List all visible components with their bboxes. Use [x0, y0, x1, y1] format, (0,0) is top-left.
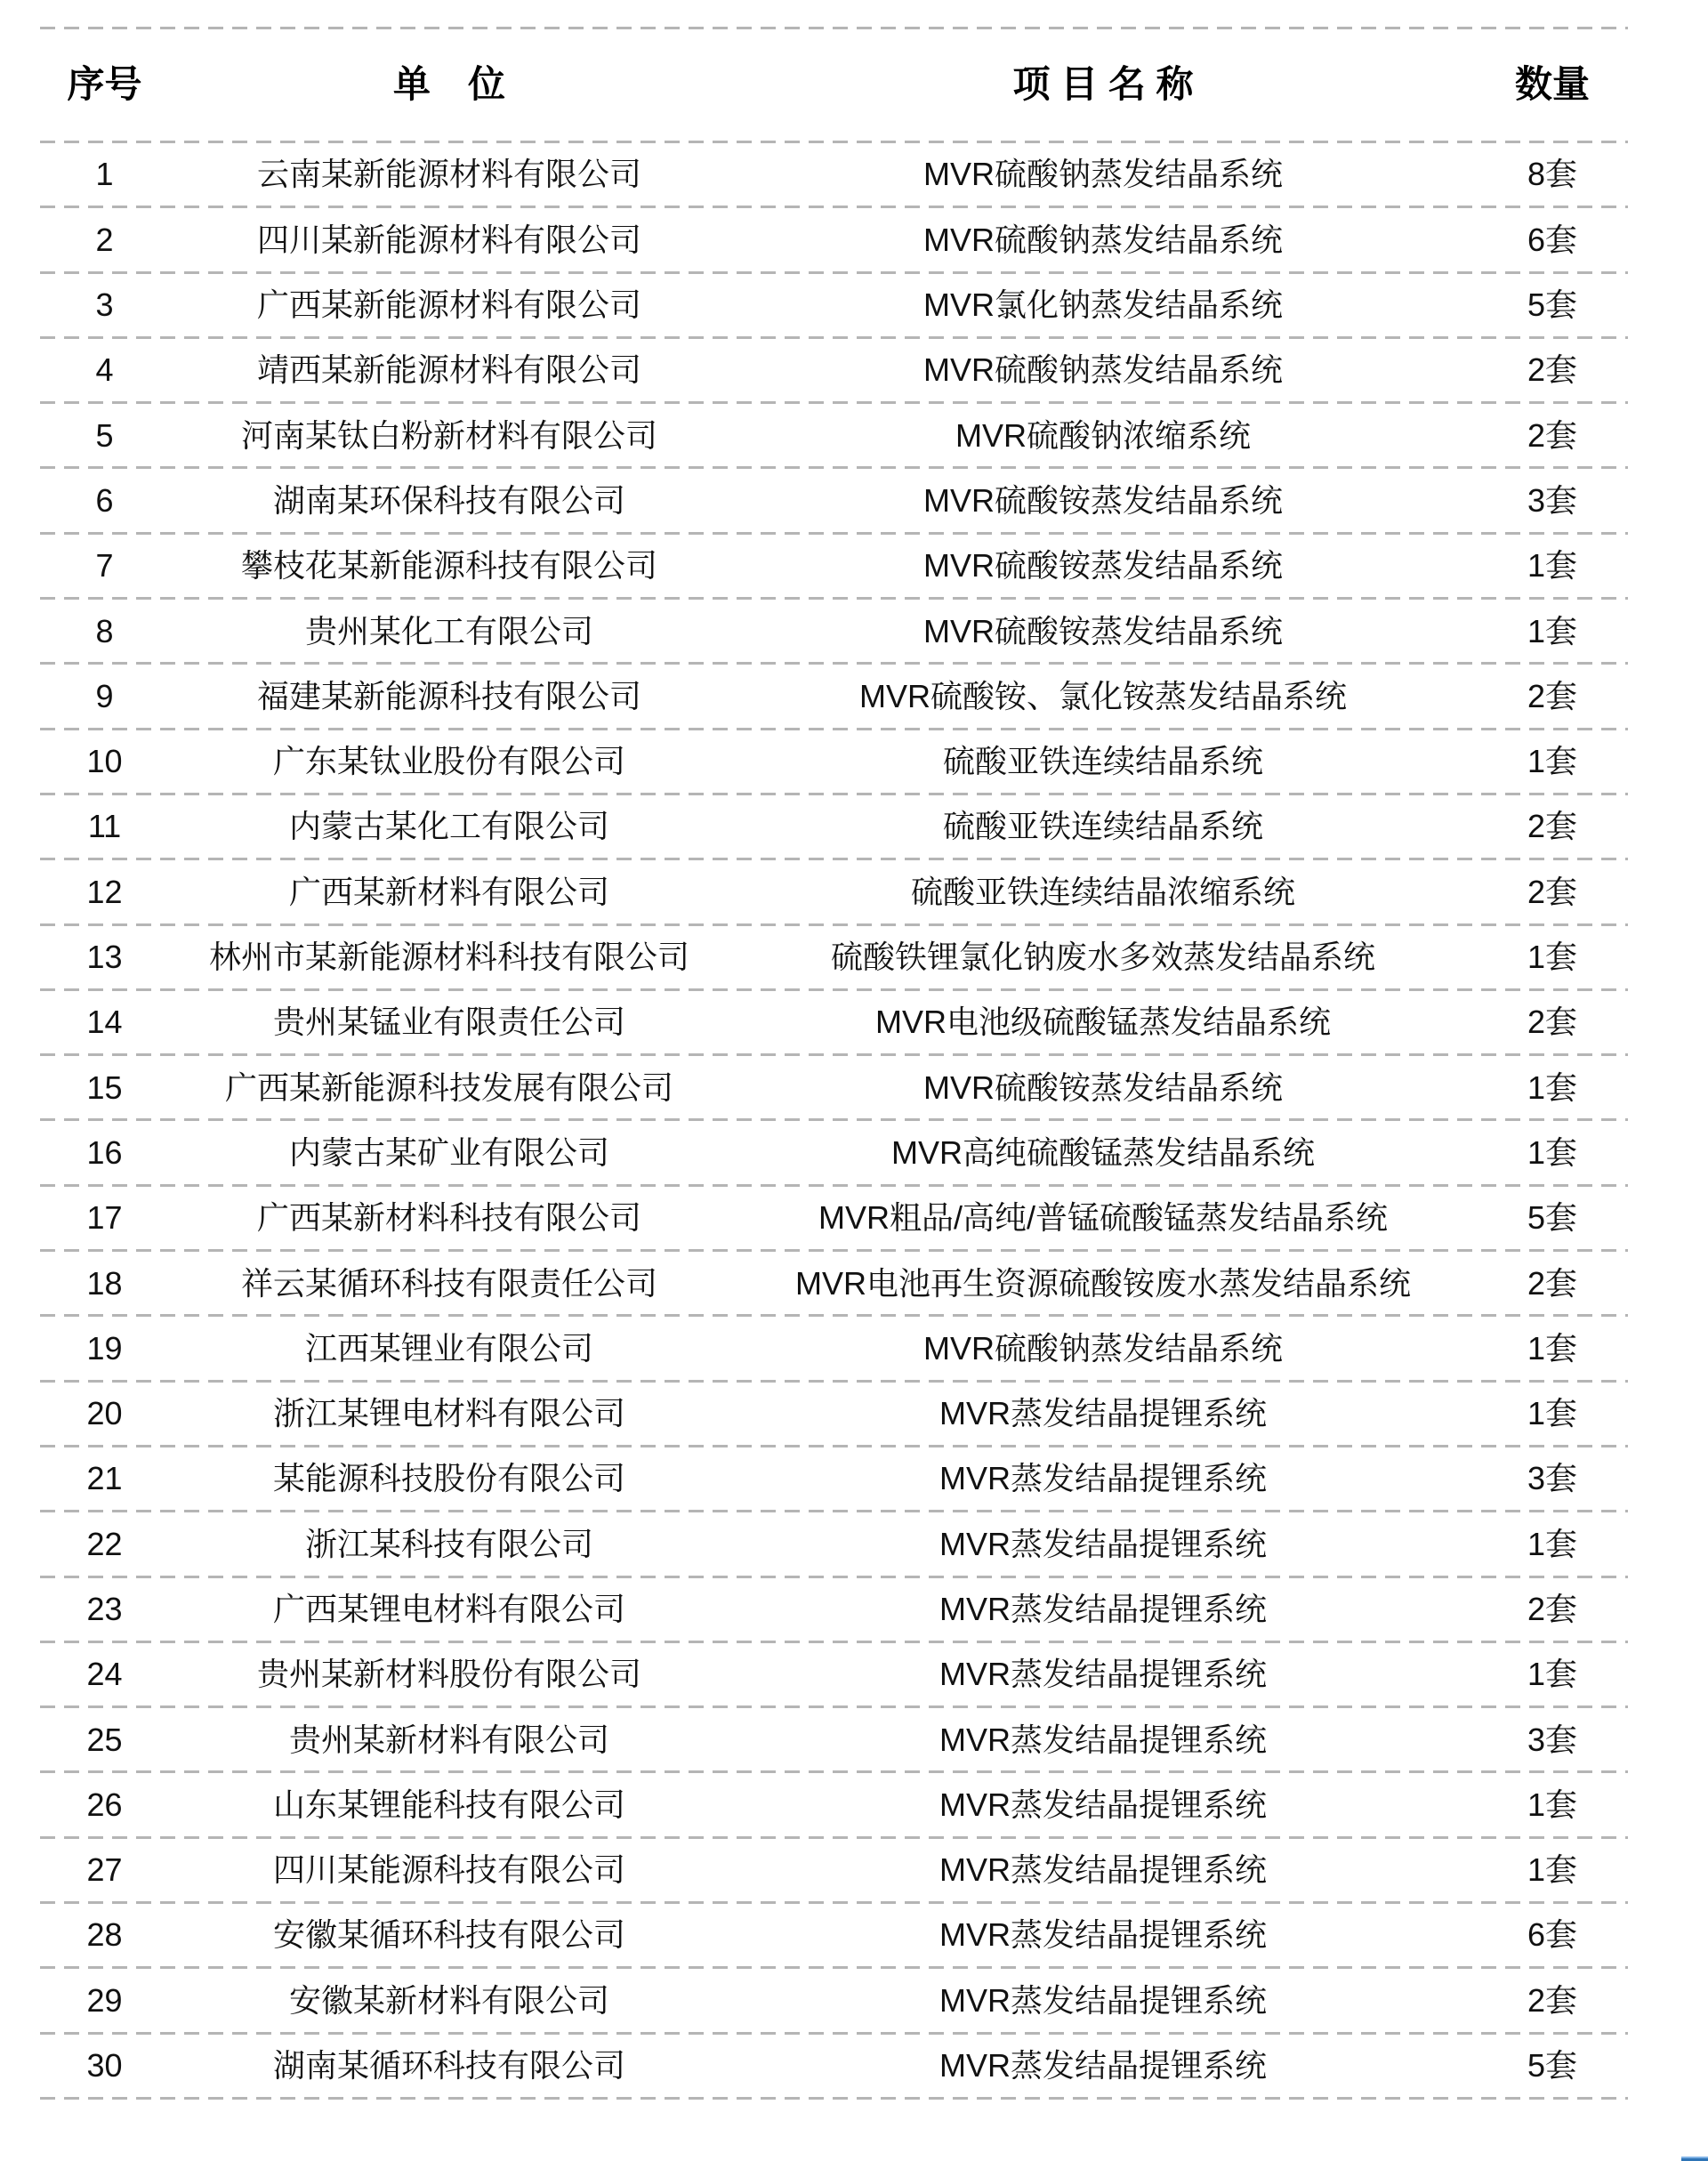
row-company-cell: 广西某新材料科技有限公司 [256, 1199, 641, 1237]
row-index-cell: 30 [86, 2047, 123, 2084]
row-index-cell: 22 [86, 1525, 123, 1562]
row-index-cell: 7 [95, 547, 114, 585]
row-index-cell: 9 [95, 677, 114, 714]
row-index-cell: 25 [86, 1721, 123, 1758]
row-index-cell: 28 [86, 1916, 123, 1954]
row-quantity-cell: 1套 [1527, 939, 1578, 976]
row-quantity-cell: 5套 [1527, 286, 1578, 324]
row-quantity-cell: 5套 [1527, 1199, 1578, 1237]
table-row [40, 1839, 1628, 1901]
table-row [40, 404, 1628, 466]
table-row [40, 208, 1628, 270]
row-index-cell: 1 [95, 156, 114, 193]
row-company-cell: 广西某锂电材料有限公司 [272, 1590, 625, 1627]
reference-project-table [40, 27, 1628, 2100]
table-row [40, 600, 1628, 662]
row-project-cell: MVR蒸发结晶提锂系统 [939, 2047, 1267, 2084]
table-row [40, 1187, 1628, 1249]
row-index-cell: 19 [86, 1329, 123, 1367]
row-company-cell: 福建某新能源科技有限公司 [256, 677, 641, 714]
row-company-cell: 湖南某循环科技有限公司 [272, 2047, 625, 2084]
row-company-cell: 四川某新能源材料有限公司 [256, 221, 641, 258]
table-row [40, 2035, 1628, 2097]
row-quantity-cell: 1套 [1527, 612, 1578, 649]
table-row [40, 1708, 1628, 1770]
row-quantity-cell: 1套 [1527, 1525, 1578, 1562]
table-row [40, 1773, 1628, 1835]
row-project-cell: MVR粗品/高纯/普锰硫酸锰蒸发结晶系统 [818, 1199, 1388, 1237]
table-row [40, 795, 1628, 858]
row-quantity-cell: 1套 [1527, 1133, 1578, 1171]
row-quantity-cell: 1套 [1527, 743, 1578, 780]
row-project-cell: MVR硫酸铵蒸发结晶系统 [923, 481, 1283, 519]
row-quantity-cell: 8套 [1527, 156, 1578, 193]
row-quantity-cell: 1套 [1527, 1395, 1578, 1432]
row-project-cell: MVR氯化钠蒸发结晶系统 [923, 286, 1283, 324]
row-project-cell: MVR蒸发结晶提锂系统 [939, 1916, 1267, 1954]
row-company-cell: 贵州某新材料股份有限公司 [256, 1656, 641, 1693]
table-row [40, 860, 1628, 923]
row-index-cell: 16 [86, 1133, 123, 1171]
row-quantity-cell: 6套 [1527, 221, 1578, 258]
row-company-cell: 江西某锂业有限公司 [304, 1329, 593, 1367]
row-company-cell: 河南某钛白粉新材料有限公司 [240, 416, 657, 454]
row-project-cell: MVR蒸发结晶提锂系统 [939, 1395, 1267, 1432]
table-row [40, 1578, 1628, 1641]
row-company-cell: 攀枝花某新能源科技有限公司 [240, 547, 657, 585]
table-row [40, 1512, 1628, 1575]
row-project-cell: MVR硫酸铵、氯化铵蒸发结晶系统 [859, 677, 1347, 714]
row-project-cell: MVR高纯硫酸锰蒸发结晶系统 [891, 1133, 1315, 1171]
header-project: 项 目 名 称 [1012, 63, 1194, 106]
table-row [40, 1904, 1628, 1966]
table-row [40, 143, 1628, 206]
row-project-cell: MVR电池再生资源硫酸铵废水蒸发结晶系统 [795, 1264, 1411, 1302]
row-index-cell: 17 [86, 1199, 123, 1237]
table-row [40, 926, 1628, 988]
header-quantity: 数量 [1514, 63, 1590, 106]
table-row [40, 274, 1628, 336]
row-quantity-cell: 3套 [1527, 1721, 1578, 1758]
row-quantity-cell: 2套 [1527, 351, 1578, 389]
row-company-cell: 安徽某新材料有限公司 [288, 1981, 609, 2019]
row-quantity-cell: 1套 [1527, 1851, 1578, 1889]
row-project-cell: MVR硫酸钠蒸发结晶系统 [923, 351, 1283, 389]
table-row [40, 991, 1628, 1053]
row-project-cell: MVR蒸发结晶提锂系统 [939, 1590, 1267, 1627]
row-project-cell: MVR蒸发结晶提锂系统 [939, 1721, 1267, 1758]
row-index-cell: 29 [86, 1981, 123, 2019]
row-index-cell: 26 [86, 1786, 123, 1823]
row-project-cell: MVR硫酸铵蒸发结晶系统 [923, 612, 1283, 649]
row-index-cell: 5 [95, 416, 114, 454]
row-index-cell: 20 [86, 1395, 123, 1432]
row-index-cell: 24 [86, 1656, 123, 1693]
row-quantity-cell: 2套 [1527, 416, 1578, 454]
row-project-cell: MVR硫酸铵蒸发结晶系统 [923, 547, 1283, 585]
row-company-cell: 云南某新能源材料有限公司 [256, 156, 641, 193]
row-project-cell: MVR硫酸钠浓缩系统 [955, 416, 1251, 454]
row-quantity-cell: 5套 [1527, 2047, 1578, 2084]
row-project-cell: MVR硫酸钠蒸发结晶系统 [923, 156, 1283, 193]
row-company-cell: 某能源科技股份有限公司 [272, 1460, 625, 1497]
row-company-cell: 广东某钛业股份有限公司 [272, 743, 625, 780]
table-row [40, 1643, 1628, 1705]
table-body [40, 143, 1628, 2100]
row-quantity-cell: 1套 [1527, 1656, 1578, 1693]
row-index-cell: 21 [86, 1460, 123, 1497]
page-corner-accent [1681, 2157, 1708, 2161]
table-row [40, 730, 1628, 793]
row-project-cell: MVR硫酸铵蒸发结晶系统 [923, 1068, 1283, 1106]
row-quantity-cell: 3套 [1527, 481, 1578, 519]
row-company-cell: 内蒙古某矿业有限公司 [288, 1133, 609, 1171]
table-row [40, 1447, 1628, 1510]
row-index-cell: 12 [86, 873, 123, 910]
table-row [40, 535, 1628, 597]
row-index-cell: 27 [86, 1851, 123, 1889]
row-index-cell: 2 [95, 221, 114, 258]
table-header-row [40, 29, 1628, 141]
row-company-cell: 浙江某科技有限公司 [304, 1525, 593, 1562]
row-quantity-cell: 2套 [1527, 1004, 1578, 1041]
row-company-cell: 山东某锂能科技有限公司 [272, 1786, 625, 1823]
row-index-cell: 14 [86, 1004, 123, 1041]
row-project-cell: 硫酸亚铁连续结晶系统 [942, 808, 1263, 845]
table-row [40, 665, 1628, 727]
table-row [40, 1121, 1628, 1183]
row-divider [40, 2097, 1628, 2100]
row-project-cell: MVR蒸发结晶提锂系统 [939, 1981, 1267, 2019]
row-index-cell: 13 [86, 939, 123, 976]
header-company: 单 位 [392, 63, 505, 106]
row-index-cell: 4 [95, 351, 114, 389]
row-company-cell: 湖南某环保科技有限公司 [272, 481, 625, 519]
table-row [40, 1969, 1628, 2031]
row-project-cell: MVR电池级硫酸锰蒸发结晶系统 [875, 1004, 1331, 1041]
row-quantity-cell: 2套 [1527, 1264, 1578, 1302]
table-row [40, 1383, 1628, 1445]
row-quantity-cell: 1套 [1527, 1068, 1578, 1106]
row-company-cell: 靖西某新能源材料有限公司 [256, 351, 641, 389]
row-quantity-cell: 2套 [1527, 873, 1578, 910]
row-index-cell: 18 [86, 1264, 123, 1302]
row-index-cell: 10 [86, 743, 123, 780]
row-project-cell: MVR蒸发结晶提锂系统 [939, 1525, 1267, 1562]
row-project-cell: MVR蒸发结晶提锂系统 [939, 1786, 1267, 1823]
table-row [40, 1056, 1628, 1118]
row-company-cell: 四川某能源科技有限公司 [272, 1851, 625, 1889]
row-project-cell: MVR蒸发结晶提锂系统 [939, 1460, 1267, 1497]
row-company-cell: 广西某新材料有限公司 [288, 873, 609, 910]
row-company-cell: 内蒙古某化工有限公司 [288, 808, 609, 845]
row-quantity-cell: 1套 [1527, 547, 1578, 585]
row-quantity-cell: 1套 [1527, 1329, 1578, 1367]
row-index-cell: 6 [95, 481, 114, 519]
row-quantity-cell: 2套 [1527, 677, 1578, 714]
row-project-cell: MVR硫酸钠蒸发结晶系统 [923, 221, 1283, 258]
table-row [40, 1317, 1628, 1379]
row-index-cell: 11 [87, 808, 122, 845]
row-project-cell: MVR硫酸钠蒸发结晶系统 [923, 1329, 1283, 1367]
row-project-cell: 硫酸亚铁连续结晶系统 [942, 743, 1263, 780]
row-company-cell: 祥云某循环科技有限责任公司 [240, 1264, 657, 1302]
row-company-cell: 广西某新能源科技发展有限公司 [224, 1068, 673, 1106]
row-quantity-cell: 2套 [1527, 1981, 1578, 2019]
row-company-cell: 贵州某新材料有限公司 [288, 1721, 609, 1758]
row-company-cell: 贵州某化工有限公司 [304, 612, 593, 649]
row-company-cell: 浙江某锂电材料有限公司 [272, 1395, 625, 1432]
row-project-cell: 硫酸铁锂氯化钠废水多效蒸发结晶系统 [830, 939, 1375, 976]
row-quantity-cell: 1套 [1527, 1786, 1578, 1823]
row-company-cell: 林州市某新能源材料科技有限公司 [208, 939, 689, 976]
row-project-cell: MVR蒸发结晶提锂系统 [939, 1851, 1267, 1889]
row-project-cell: 硫酸亚铁连续结晶浓缩系统 [910, 873, 1295, 910]
table-row [40, 339, 1628, 401]
row-quantity-cell: 6套 [1527, 1916, 1578, 1954]
row-company-cell: 安徽某循环科技有限公司 [272, 1916, 625, 1954]
row-index-cell: 15 [86, 1068, 123, 1106]
row-company-cell: 贵州某锰业有限责任公司 [272, 1004, 625, 1041]
row-quantity-cell: 2套 [1527, 808, 1578, 845]
header-index: 序号 [67, 63, 142, 106]
row-index-cell: 23 [86, 1590, 123, 1627]
row-index-cell: 3 [95, 286, 114, 324]
row-quantity-cell: 2套 [1527, 1590, 1578, 1627]
row-index-cell: 8 [95, 612, 114, 649]
row-project-cell: MVR蒸发结晶提锂系统 [939, 1656, 1267, 1693]
table-row [40, 469, 1628, 531]
row-quantity-cell: 3套 [1527, 1460, 1578, 1497]
row-company-cell: 广西某新能源材料有限公司 [256, 286, 641, 324]
table-row [40, 1252, 1628, 1314]
